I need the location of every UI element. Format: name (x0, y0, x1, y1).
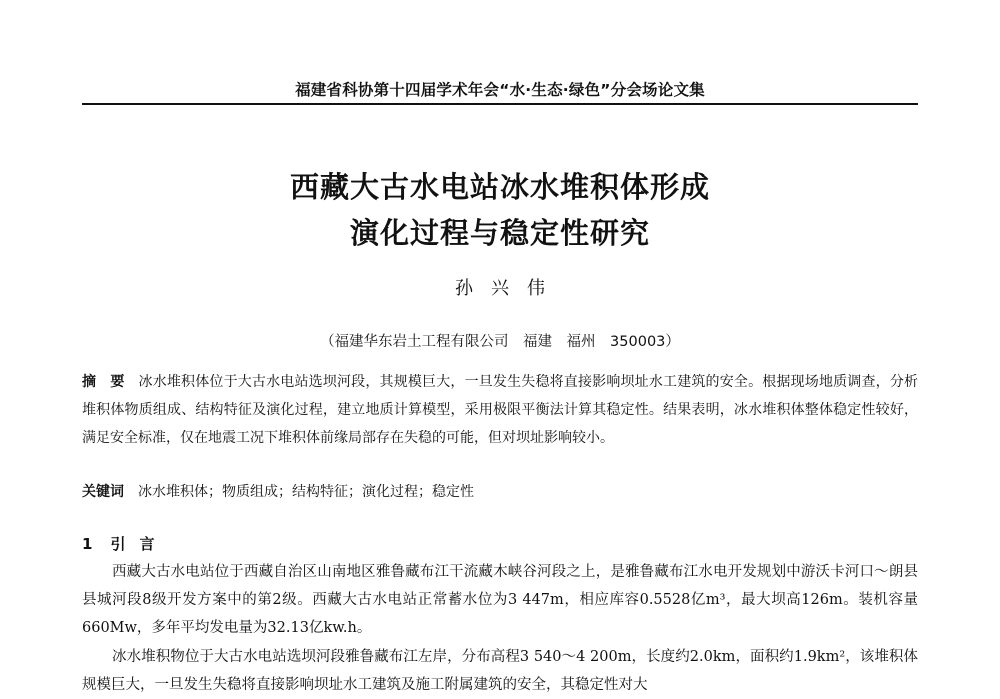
abstract (82, 368, 918, 453)
running-head: 福建省科协第十四届学术年会“水·生态·绿色”分会场论文集 (295, 81, 705, 99)
author-name: 孙兴伟 (455, 278, 563, 299)
affiliation: （福建华东岩土工程有限公司 福建 福州 350003） (320, 334, 680, 350)
abstract-text: 冰水堆积体位于大古水电站选坝河段，其规模巨大，一旦发生失稳将直接影响坝址水工建筑的安全。根据现场地质调查，分析堆积体物质组成、结构特征及演化过程，建立地质计算模型，采用极限平衡法计算其稳定性。结果表明，冰水堆积体整体稳定性较好，满足安全标准，仅在地震工况下堆积体前缘局部存在失稳的可能，但对坝址影响较小。 (82, 374, 919, 447)
paper-title-line-1: 西藏大古水电站冰水堆积体形成 (289, 170, 710, 204)
section-number: 1 (82, 535, 93, 553)
header-rule (82, 103, 918, 105)
section-heading (82, 533, 168, 554)
keywords (82, 482, 918, 502)
body-paragraph-2: 冰水堆积物位于大古水电站选坝河段雅鲁藏布江左岸，分布高程3 540～4 200m，长度约2.0km，面积约1.9km²，该堆积体规模巨大，一旦发生失稳将直接影响坝址水工建筑及施工附属建筑的安全，其稳定性对大 (82, 648, 918, 693)
body-paragraph-1: 西藏大古水电站位于西藏自治区山南地区雅鲁藏布江干流藏木峡谷河段之上，是雅鲁藏布江水电开发规划中游沃卡河口～朗县县城河段8级开发方案中的第2级。西藏大古水电站正常蓄水位为3 447m，相应库容0.5528亿m³，最大坝高126m。装机容量660Mw，多年平均发电量为32.13亿kw.h。 (82, 564, 918, 637)
abstract-label: 摘 要 (82, 374, 125, 390)
section-title: 引言 (110, 535, 169, 553)
keywords-label: 关键词 (82, 484, 124, 500)
paper-title-line-2: 演化过程与稳定性研究 (349, 216, 650, 250)
body-text (82, 558, 918, 699)
keywords-text: 冰水堆积体；物质组成；结构特征；演化过程；稳定性 (138, 484, 474, 500)
